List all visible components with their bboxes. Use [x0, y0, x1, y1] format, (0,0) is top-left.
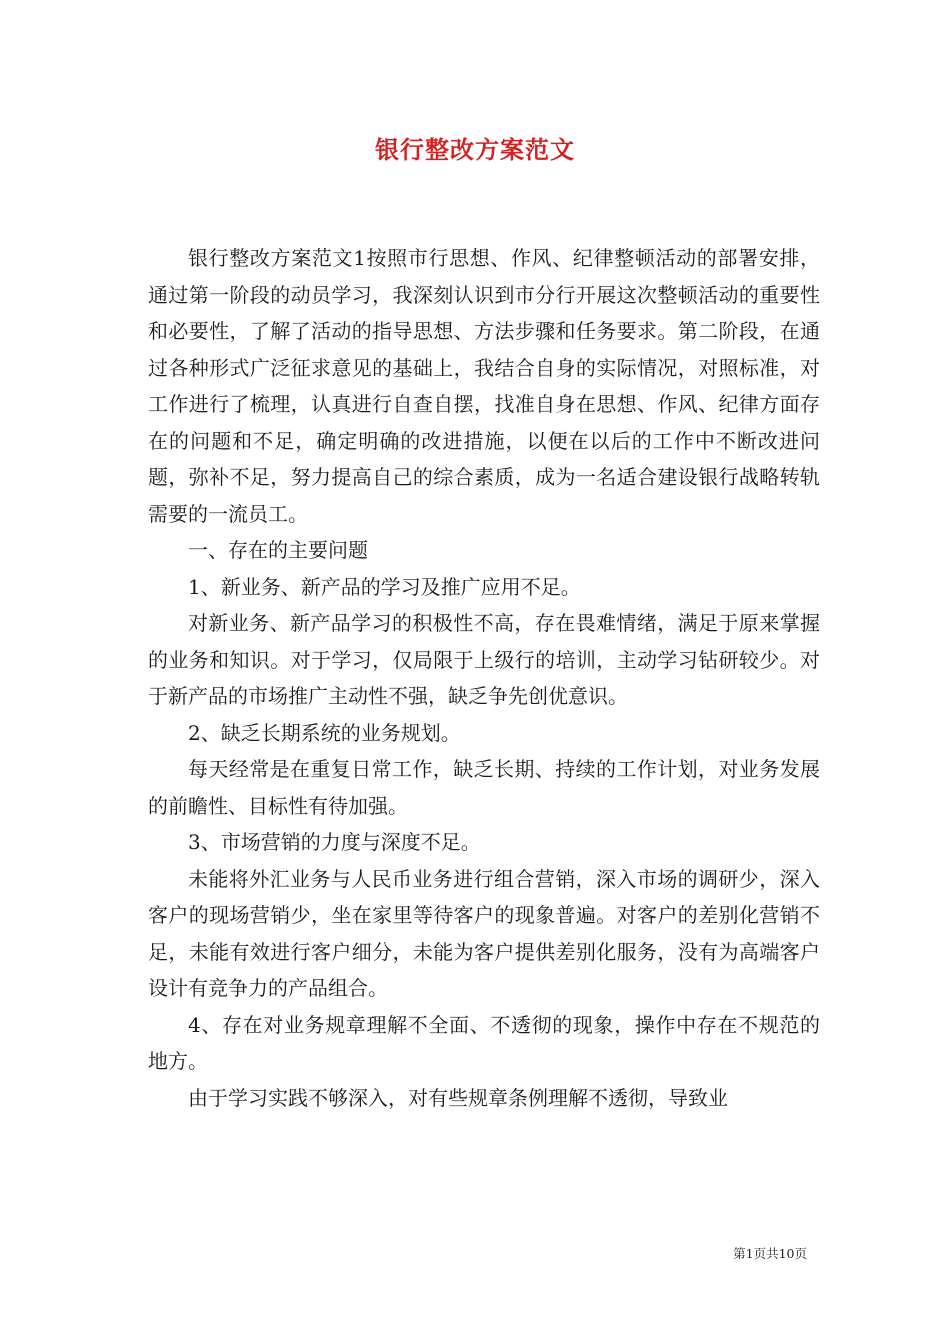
issue-body-2: 每天经常是在重复日常工作，缺乏长期、持续的工作计划，对业务发展的前瞻性、目标性有待加强。 [148, 757, 820, 818]
issue-body-1: 对新业务、新产品学习的积极性不高，存在畏难情绪，满足于原来掌握的业务和知识。对于学习，仅局限于上级行的培训，主动学习钻研较少。对于新产品的市场推广主动性不强，缺乏争先创优意识。 [148, 611, 820, 708]
issue-heading-2: 2、缺乏长期系统的业务规划。 [188, 720, 461, 745]
paragraph-intro: 银行整改方案范文1按照市行思想、作风、纪律整顿活动的部署安排，通过第一阶段的动员学习，我深刻认识到市分行开展这次整顿活动的重要性和必要性，了解了活动的指导思想、方法步骤和任务要求。第二阶段，在通过各种形式广泛征求意见的基础上，我结合自身的实际情况，对照标准，对工作进行了梳理，认真进行自查自摆，找准自身在思想、作风、纪律方面存在的问题和不足，确定明确的改进措施，以便在以后的工作中不断改进问题，弥补不足，努力提高自己的综合素质，成为一名适合建设银行战略转轨需要的一流员工。 [148, 246, 820, 526]
issue-body-3: 未能将外汇业务与人民币业务进行组合营销，深入市场的调研少，深入客户的现场营销少，坐在家里等待客户的现象普遍。对客户的差别化营销不足，未能有效进行客户细分，未能为客户提供差别化服务，没有为高端客户设计有竞争力的产品组合。 [148, 866, 820, 1000]
issue-heading-1: 1、新业务、新产品的学习及推广应用不足。 [188, 574, 581, 599]
page-number: 第1页共10页 [733, 1246, 807, 1261]
issue-heading-4: 4、存在对业务规章理解不全面、不透彻的现象，操作中存在不规范的地方。 [148, 1012, 820, 1073]
issue-body-4: 由于学习实践不够深入，对有些规章条例理解不透彻，导致业 [188, 1085, 728, 1110]
issue-heading-3: 3、市场营销的力度与深度不足。 [188, 830, 481, 854]
section-heading-main-problems: 一、存在的主要问题 [188, 538, 368, 562]
document-body [148, 240, 820, 1116]
document-title: 银行整改方案范文 [375, 135, 575, 164]
